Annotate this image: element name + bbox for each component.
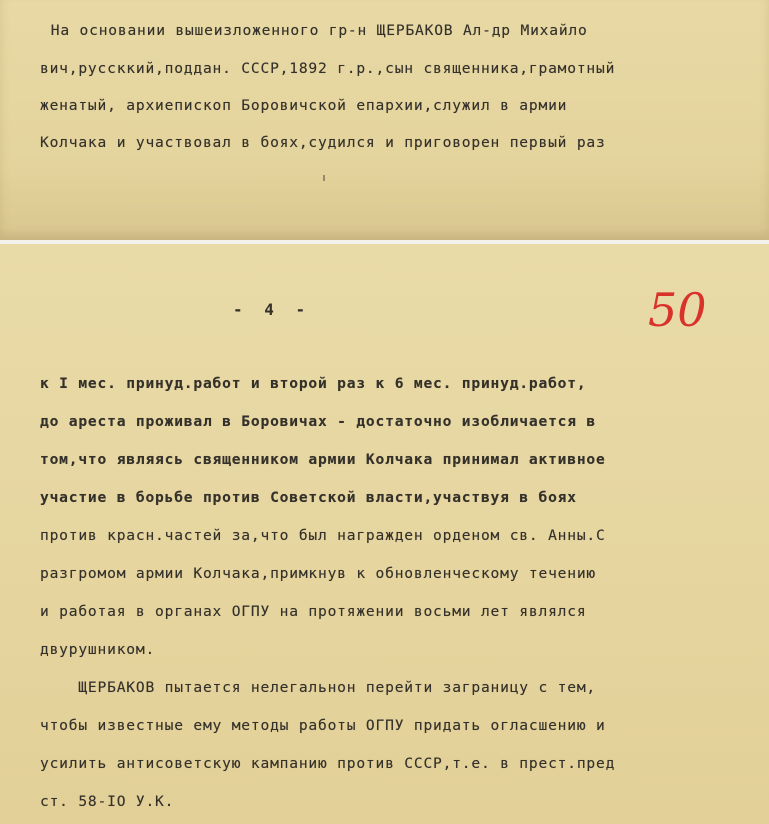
text-line: разгромом армии Колчака,примкнув к обновленческому течению xyxy=(40,565,596,582)
text-line: ст. 58-IO У.К. xyxy=(40,793,175,810)
text-line: участие в борьбе против Советской власти,участвуя в боях xyxy=(40,489,577,506)
text-line: до ареста проживал в Боровичах - достаточно изобличается в xyxy=(40,413,596,430)
page-number: - 4 - xyxy=(233,300,312,319)
text-line: Колчака и участвовал в боях,судился и приговорен первый раз xyxy=(40,134,606,151)
archive-number-text: 50 xyxy=(648,283,707,337)
text-line: против красн.частей за,что был награжден орденом св. Анны.С xyxy=(40,527,606,544)
text-line: вич,руссккий,поддан. СССР,1892 г.р.,сын священника,грамотный xyxy=(40,60,616,77)
ink-speck xyxy=(323,175,325,181)
text-line: чтобы известные ему методы работы ОГПУ придать огласшению и xyxy=(40,717,606,734)
text-line: ЩЕРБАКОВ пытается нелегальнон перейти заграницу с тем, xyxy=(40,679,596,696)
text-line: и работая в органах ОГПУ на протяжении восьми лет являлся xyxy=(40,603,587,620)
text-line: женатый, архиепископ Боровичской епархии,служил в армии xyxy=(40,97,568,114)
document-page-fragment-top xyxy=(0,0,769,240)
text-line: На основании вышеизложенного гр-н ЩЕРБАКОВ Ал-др Михайло xyxy=(22,22,588,39)
text-line: двурушником. xyxy=(40,641,156,658)
text-line: усилить антисоветскую кампанию против СССР,т.е. в прест.пред xyxy=(40,755,616,772)
text-line: к I мес. принуд.работ и второй раз к 6 мес. принуд.работ, xyxy=(40,375,587,392)
text-line: том,что являясь священником армии Колчака принимал активное xyxy=(40,451,606,468)
archive-number-handwritten xyxy=(640,280,720,340)
